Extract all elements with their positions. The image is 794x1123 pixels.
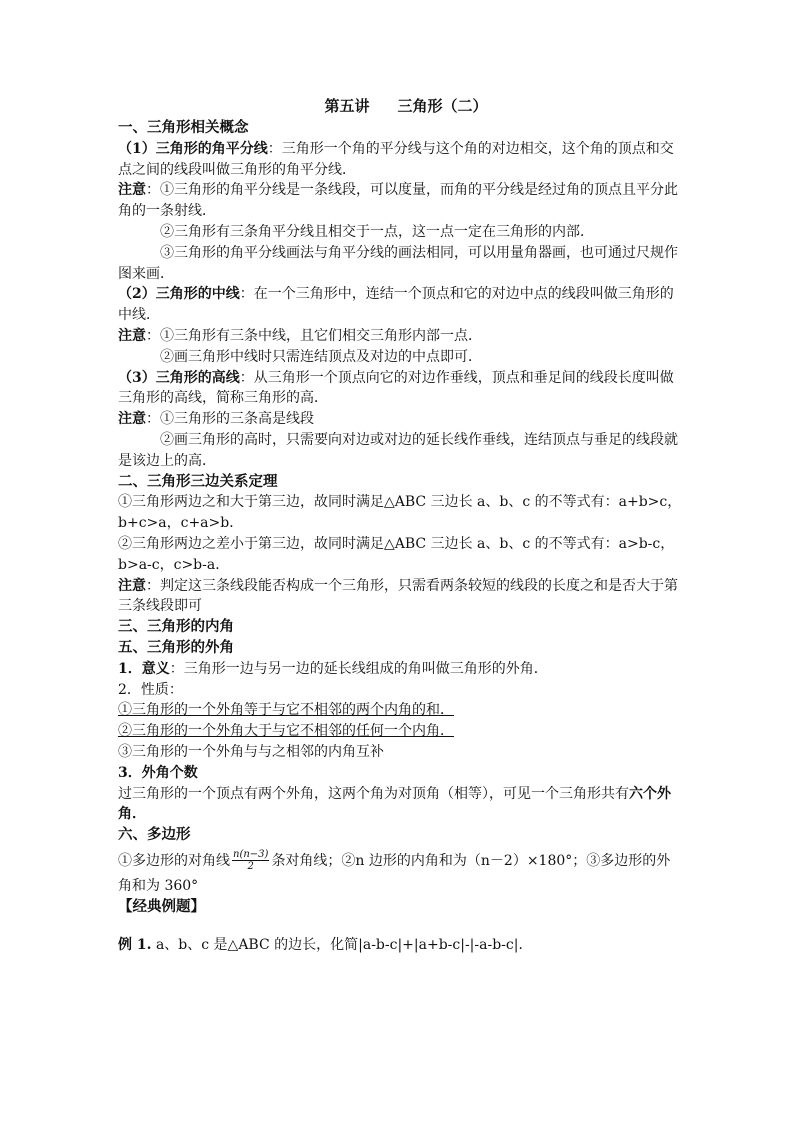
- side-rule-1: ①三角形两边之和大于第三边，故同时满足△ABC 三边长 a、b、c 的不等式有：a+b>c，: [118, 494, 682, 511]
- exterior-property-1: ①三角形的一个外角等于与它不相邻的两个内角的和．: [118, 702, 454, 719]
- note-median-1: 注意：①三角形有三条中线，且它们相交三角形内部一点．: [118, 327, 482, 344]
- exterior-property-3: ③三角形的一个外角与与之相邻的内角互补: [118, 743, 384, 760]
- page-title: [134, 94, 678, 118]
- note-altitude-1: 注意：①三角形的三条高是线段: [118, 411, 314, 428]
- side-rule-2: ②三角形两边之差小于第三边，故同时满足△ABC 三边长 a、b、c 的不等式有：a>b-c，: [118, 535, 675, 552]
- example-1: 例 1. a、b、c 是△ABC 的边长，化简|a-b-c|+|a+b-c|-|-a-b-c|．: [118, 937, 533, 954]
- note-altitude-2-cont: 是该边上的高．: [118, 452, 216, 469]
- side-rule-note-cont: 三条线段即可: [118, 598, 202, 615]
- note-label: 注意: [118, 411, 146, 428]
- diagonal-count-fraction: $\frac{n(n-3)}{2}$: [233, 849, 269, 873]
- note-label: 注意: [118, 182, 146, 199]
- polygon-facts-cont: 角和为 360°: [118, 877, 199, 894]
- note-median-2: ②画三角形中线时只需连结顶点及对边的中点即可．: [160, 348, 482, 365]
- section-5-heading: 五、三角形的外角: [118, 638, 234, 656]
- note-bisector-1: 注意：①三角形的角平分线是一条线段，可以度量，而角的平分线是经过角的顶点且平分此: [118, 182, 678, 199]
- note-bisector-1-cont: 角的一条射线．: [118, 203, 216, 220]
- side-rule-2-cont: b>a-c，c>b-a．: [118, 556, 230, 573]
- median-definition-cont: 中线．: [118, 307, 160, 324]
- example-1-label: 例 1.: [118, 937, 152, 954]
- side-rule-1-cont: b+c>a，c+a>b．: [118, 515, 244, 532]
- exterior-angle-count-text: 过三角形的一个顶点有两个外角，这两个角为对顶角（相等），可见一个三角形共有六个外: [118, 785, 671, 802]
- term-angle-bisector: （1）三角形的角平分线: [118, 140, 268, 157]
- angle-bisector-definition-cont: 点之间的线段叫做三角形的角平分线．: [118, 161, 356, 178]
- exterior-angle-count-label: 3．外角个数: [118, 764, 198, 781]
- note-bisector-3-cont: 图来画．: [118, 265, 174, 282]
- angle-bisector-definition: （1）三角形的角平分线：三角形一个角的平分线与这个角的对边相交，这个角的顶点和交: [118, 140, 674, 157]
- side-rule-note: 注意：判定这三条线段能否构成一个三角形，只需看两条较短的线段的长度之和是否大于第: [118, 577, 678, 594]
- lecture-topic: 三角形（二）: [397, 97, 488, 115]
- section-3-heading: 三、三角形的内角: [118, 618, 234, 636]
- section-1-heading: 一、三角形相关概念: [118, 119, 249, 136]
- note-bisector-3: ③三角形的角平分线画法与角平分线的画法相同，可以用量角器画，也可通过尺规作: [160, 244, 678, 261]
- polygon-facts: ①多边形的对角线 $\frac{n(n-3)}{2}$ 条对角线；②n 边形的内角和为（n－2）×180°；③多边形的外: [118, 849, 671, 873]
- term-meaning: 1．意义: [118, 660, 170, 677]
- note-bisector-2: ②三角形有三条角平分线且相交于一点，这一点一定在三角形的内部．: [160, 223, 594, 240]
- term-median: （2）三角形的中线: [118, 286, 240, 303]
- note-altitude-2: ②画三角形的高时，只需要向对边或对边的延长线作垂线，连结顶点与垂足的线段就: [160, 431, 678, 448]
- examples-heading: 【经典例题】: [118, 897, 205, 915]
- median-definition: （2）三角形的中线：在一个三角形中，连结一个顶点和它的对边中点的线段叫做三角形的: [118, 286, 674, 303]
- exterior-angle-definition: 1．意义：三角形一边与另一边的延长线组成的角叫做三角形的外角．: [118, 660, 548, 677]
- section-6-heading: 六、多边形: [118, 826, 191, 844]
- section-2-heading: 二、三角形三边关系定理: [118, 472, 278, 490]
- exterior-property-2: ②三角形的一个外角大于与它不相邻的任何一个内角．: [118, 723, 454, 740]
- lecture-number: 第五讲: [324, 97, 370, 115]
- document-page: [118, 94, 682, 956]
- altitude-definition: （3）三角形的高线：从三角形一个顶点向它的对边作垂线，顶点和垂足间的线段长度叫做: [118, 369, 674, 386]
- note-label: 注意: [118, 577, 146, 594]
- term-altitude: （3）三角形的高线: [118, 369, 240, 386]
- note-label: 注意: [118, 327, 146, 344]
- altitude-definition-cont: 三角形的高线，简称三角形的高．: [118, 390, 328, 407]
- exterior-angle-properties-label: 2．性质：: [118, 681, 183, 698]
- exterior-angle-count-cont: 角．: [118, 806, 146, 823]
